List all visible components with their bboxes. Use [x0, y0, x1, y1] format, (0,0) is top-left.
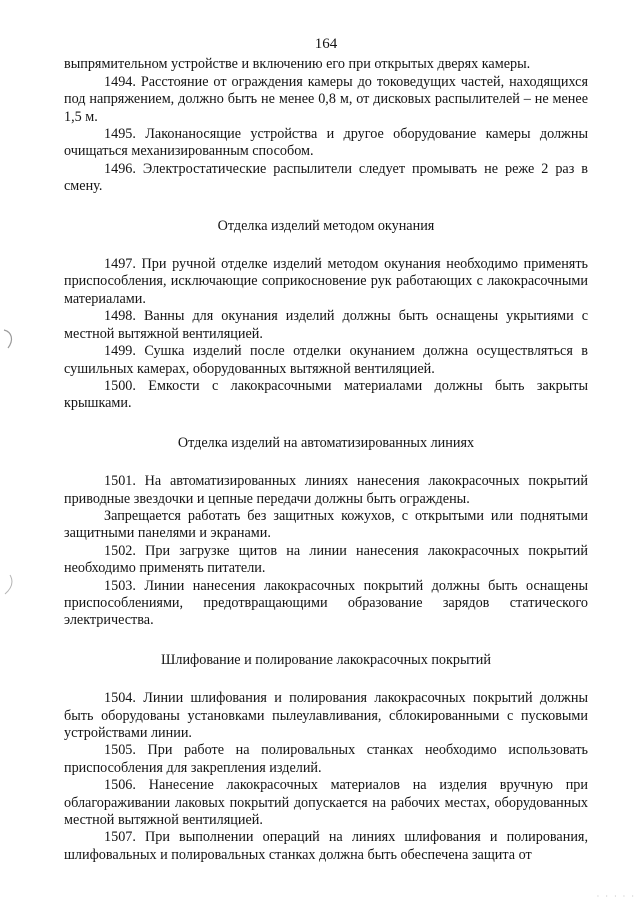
paragraph-continuation: выпрямительном устройстве и включению его при открытых дверях камеры. — [64, 56, 531, 73]
page-number: 164 — [314, 36, 338, 52]
paragraph-1494: 1494. Расстояние от ограждения камеры до токоведущих частей, находящихся под напряжением, должно быть не менее 0,8 м, от дисковых распылителей – не менее 1,5 м. — [64, 73, 588, 125]
paragraph-1505: 1505. При работе на полировальных станках необходимо использовать приспособления для закрепления изделий. — [64, 742, 588, 776]
scan-noise-dots: · · · · · — [596, 892, 636, 901]
paragraph-1495: 1495. Лаконаносящие устройства и другое оборудование камеры должны очищаться механизированным способом. — [64, 126, 588, 160]
paragraph-1496: 1496. Электростатические распылители следует промывать не реже 2 раз в смену. — [64, 160, 588, 195]
spacer — [64, 630, 588, 652]
paragraph-1500: 1500. Емкости с лакокрасочными материалами должны быть закрыты крышками. — [64, 377, 588, 412]
scan-hole-punch-mark — [2, 574, 16, 596]
document-page — [64, 36, 588, 864]
section-heading-automated-lines: Отделка изделий на автоматизированных линиях — [177, 434, 475, 451]
paragraph-prohibition: Запрещается работать без защитных кожухов, с открытыми или поднятыми защитными панелями и экранами. — [64, 507, 588, 542]
paragraph-1499: 1499. Сушка изделий после отделки окунанием должна осуществляться в сушильных камерах, оборудованных вытяжной вентиляцией. — [64, 343, 588, 377]
paragraph-1504: 1504. Линии шлифования и полирования лакокрасочных покрытий должны быть оборудованы установками пылеулавливания, сблокированными с пусковыми устройствами линии. — [64, 690, 588, 741]
paragraph-1507: 1507. При выполнении операций на линиях шлифования и полирования, шлифовальных и полировальных станках должна быть обеспечена защита от — [64, 829, 588, 863]
paragraph-1498: 1498. Ванны для окунания изделий должны быть оснащены укрытиями с местной вытяжной вентиляцией. — [64, 308, 588, 342]
paragraph-1502: 1502. При загрузке щитов на линии нанесения лакокрасочных покрытий необходимо применять питатели. — [64, 542, 588, 577]
spacer — [64, 669, 588, 690]
spacer — [64, 413, 588, 435]
paragraph-1506: 1506. Нанесение лакокрасочных материалов на изделия вручную при облагораживании лаковых покрытий допускается на рабочих местах, оборудованных местной вытяжной вентиляцией. — [64, 777, 588, 829]
paragraph-1501: 1501. На автоматизированных линиях нанесения лакокрасочных покрытий приводные звездочки и цепные передачи должны быть ограждены. — [64, 473, 588, 507]
spacer — [64, 235, 588, 256]
spacer — [64, 196, 588, 218]
scan-hole-punch-mark — [2, 328, 16, 350]
section-heading-dipping: Отделка изделий методом окунания — [217, 217, 435, 234]
section-heading-grinding-polishing: Шлифование и полирование лакокрасочных покрытий — [161, 651, 491, 668]
paragraph-1503: 1503. Линии нанесения лакокрасочных покрытий должны быть оснащены приспособлениями, предотвращающими образование зарядов статического электричества. — [64, 577, 588, 629]
paragraph-1497: 1497. При ручной отделке изделий методом окунания необходимо применять приспособления, исключающие соприкосновение рук работающих с лакокрасочными материалами. — [64, 256, 588, 307]
spacer — [64, 452, 588, 473]
